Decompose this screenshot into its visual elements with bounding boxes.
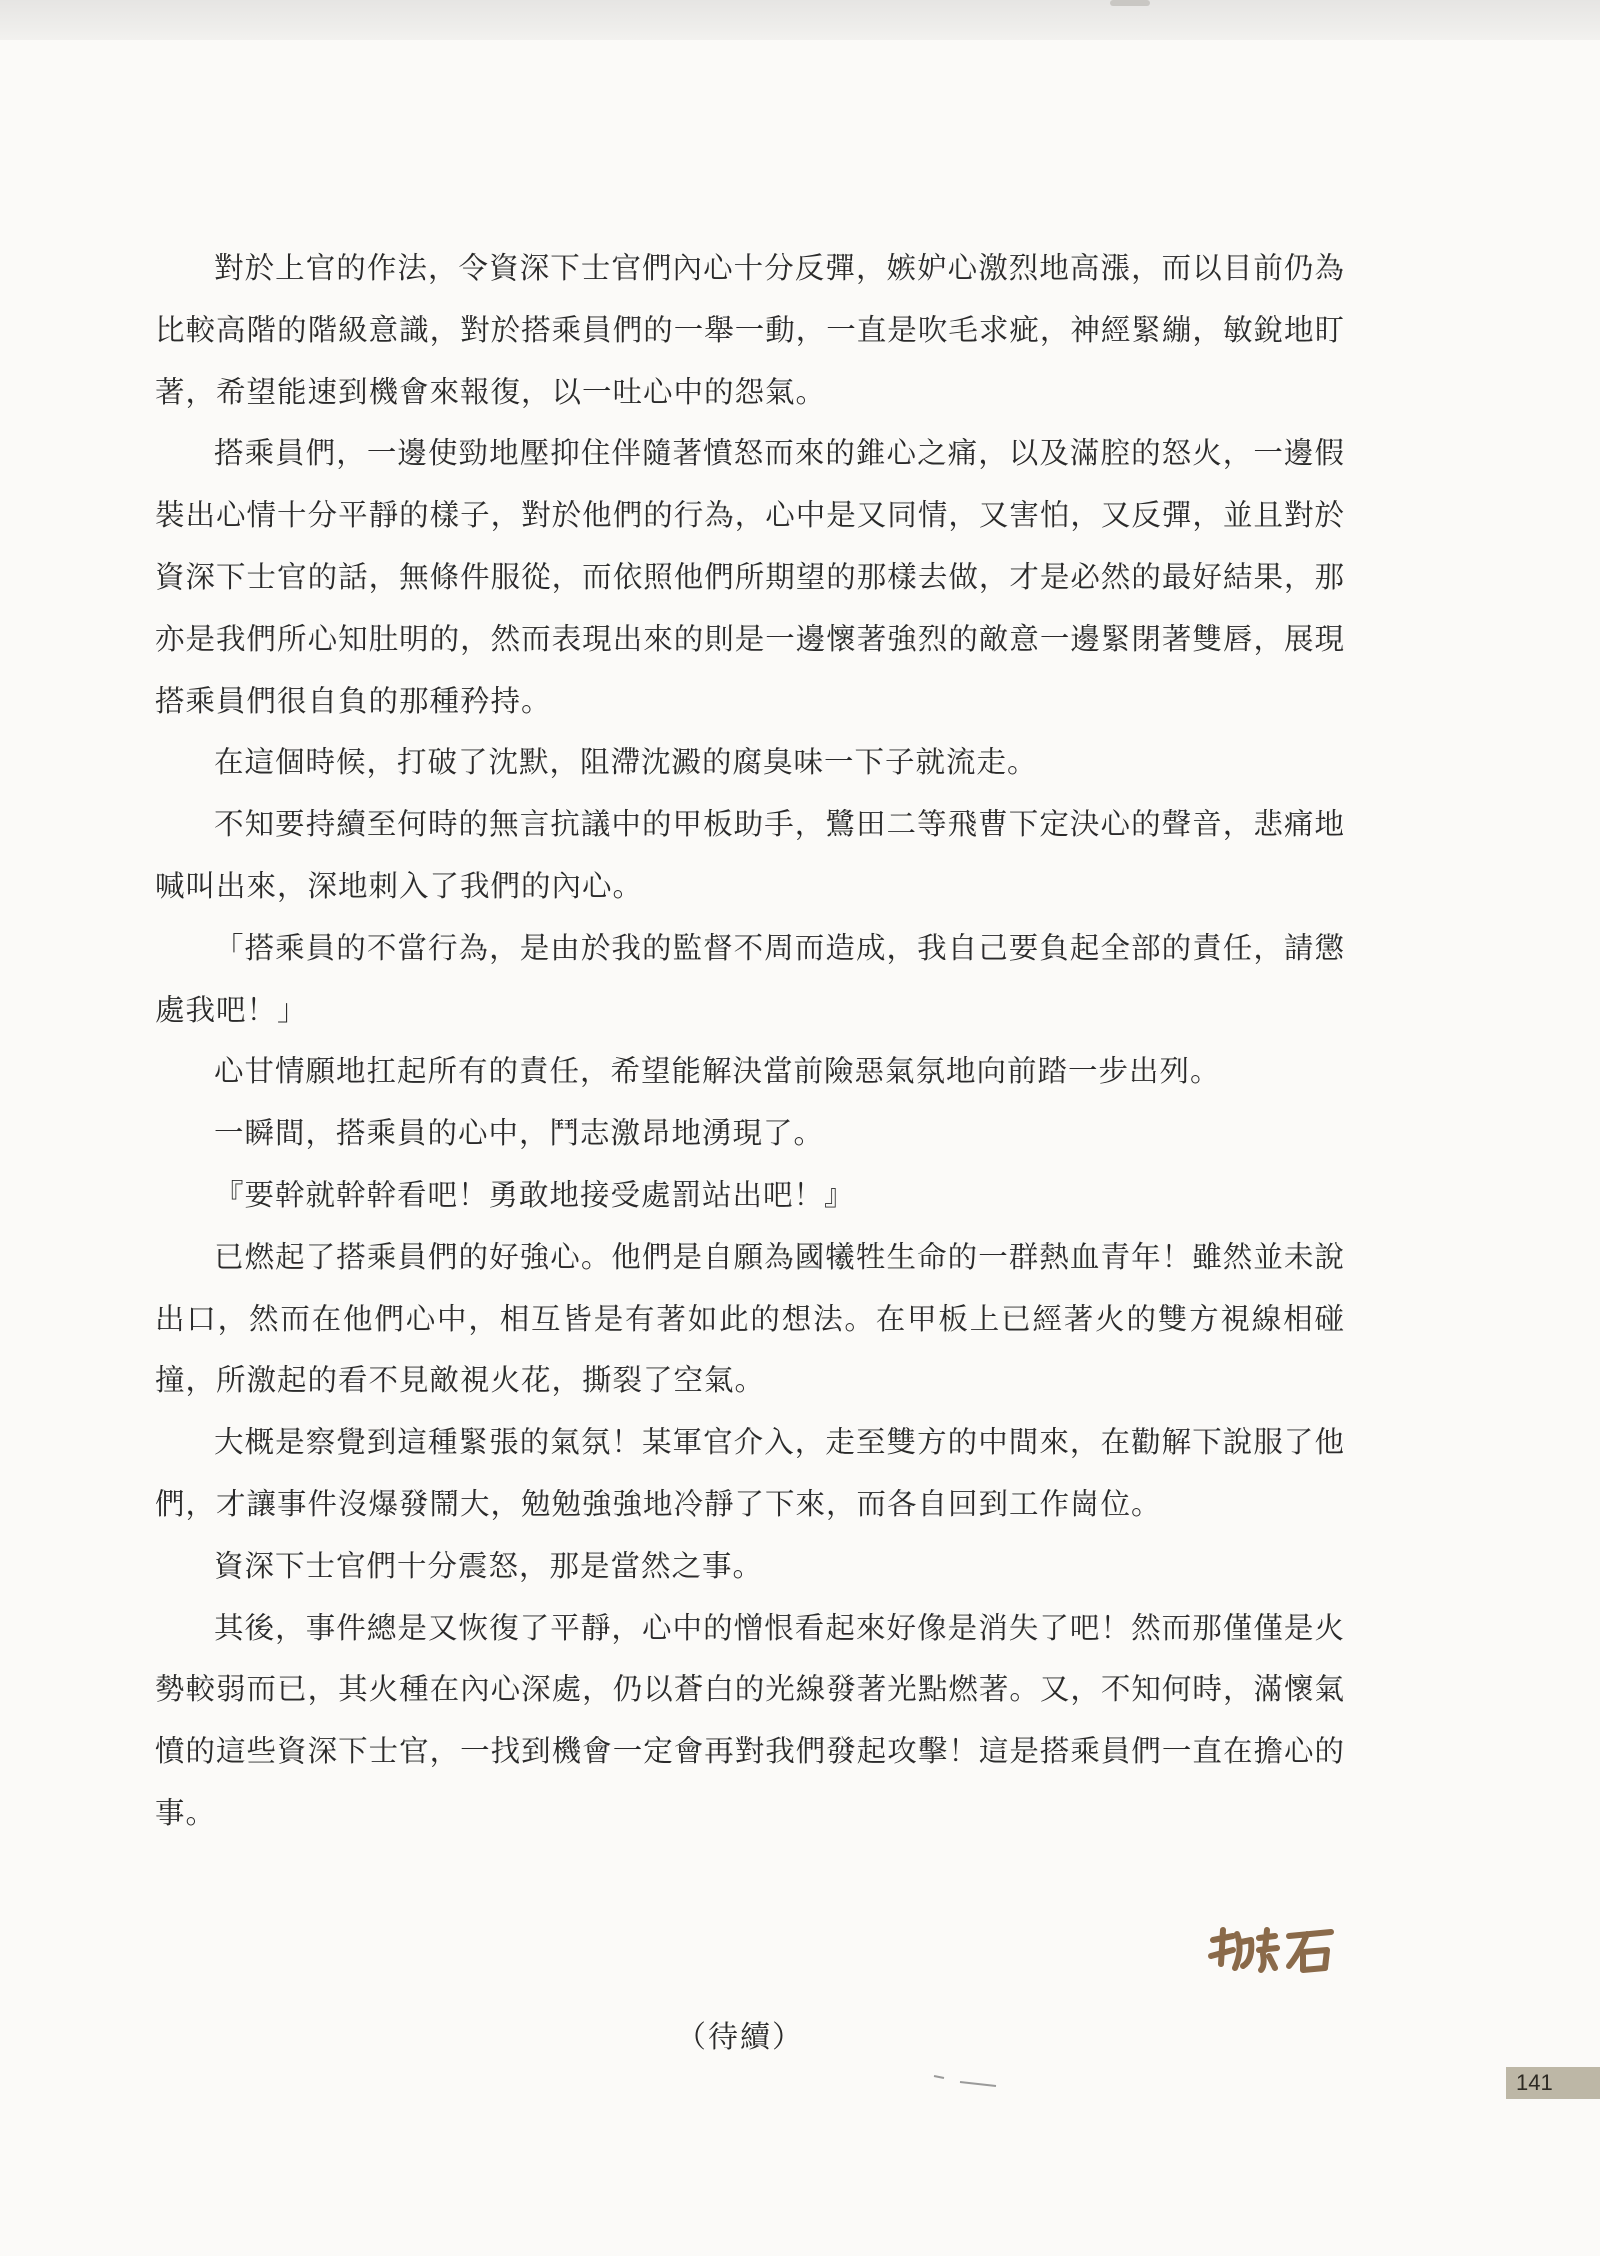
paragraph: 大概是察覺到這種緊張的氣氛！某軍官介入，走至雙方的中間來，在勸解下說服了他們，才讓事件沒爆發鬧大，勉勉強強地冷靜了下來，而各自回到工作崗位。 [155, 1425, 1345, 1521]
paragraph: 資深下士官們十分震怒，那是當然之事。 [214, 1548, 764, 1583]
paragraph: 在這個時候，打破了沈默，阻滯沈澱的腐臭味一下子就流走。 [214, 745, 1038, 780]
author-signature [1203, 1920, 1343, 1980]
page-number: 141 [1506, 2067, 1600, 2099]
scan-smudge [930, 2070, 1010, 2090]
quote-paragraph: 『要幹就幹幹看吧！勇敢地接受處罰站出吧！』 [214, 1177, 855, 1212]
article-body [155, 238, 1345, 1845]
scan-top-band [0, 0, 1600, 40]
paragraph: 其後，事件總是又恢復了平靜，心中的憎恨看起來好像是消失了吧！然而那僅僅是火勢較弱而已，其火種在內心深處，仍以蒼白的光線發著光點燃著。又，不知何時，滿懷氣憤的這些資深下士官，一找到機會一定會再對我們發起攻擊！這是搭乘員們一直在擔心的事。 [155, 1610, 1345, 1830]
scan-mark [1110, 0, 1150, 6]
paragraph: 已燃起了搭乘員們的好強心。他們是自願為國犧牲生命的一群熱血青年！雖然並未說出口，然而在他們心中，相互皆是有著如此的想法。在甲板上已經著火的雙方視線相碰撞，所激起的看不見敵視火花，撕裂了空氣。 [155, 1239, 1345, 1398]
to-be-continued: （待續） [676, 2020, 804, 2055]
paragraph: 搭乘員們，一邊使勁地壓抑住伴隨著憤怒而來的錐心之痛，以及滿腔的怒火，一邊假裝出心情十分平靜的樣子，對於他們的行為，心中是又同情，又害怕，又反彈，並且對於資深下士官的話，無條件服從，而依照他們所期望的那樣去做，才是必然的最好結果，那亦是我們所心知肚明的，然而表現出來的則是一邊懷著強烈的敵意一邊緊閉著雙唇，展現搭乘員們很自負的那種矜持。 [155, 436, 1345, 718]
paragraph: 對於上官的作法，令資深下士官們內心十分反彈，嫉妒心激烈地高漲，而以目前仍為比較高階的階級意識，對於搭乘員們的一舉一動，一直是吹毛求疵，神經緊繃，敏銳地盯著，希望能速到機會來報復，以一吐心中的怨氣。 [155, 251, 1345, 409]
paragraph: 不知要持續至何時的無言抗議中的甲板助手，鷺田二等飛曹下定決心的聲音，悲痛地喊叫出來，深地刺入了我們的內心。 [155, 807, 1345, 903]
signature-calligraphy [1203, 1920, 1343, 1980]
paragraph: 心甘情願地扛起所有的責任，希望能解決當前險惡氣氛地向前踏一步出列。 [214, 1054, 1221, 1089]
paragraph: 一瞬間，搭乘員的心中，鬥志激昂地湧現了。 [214, 1116, 825, 1151]
quote-paragraph: 「搭乘員的不當行為，是由於我的監督不周而造成，我自己要負起全部的責任，請懲處我吧！」 [155, 930, 1345, 1027]
